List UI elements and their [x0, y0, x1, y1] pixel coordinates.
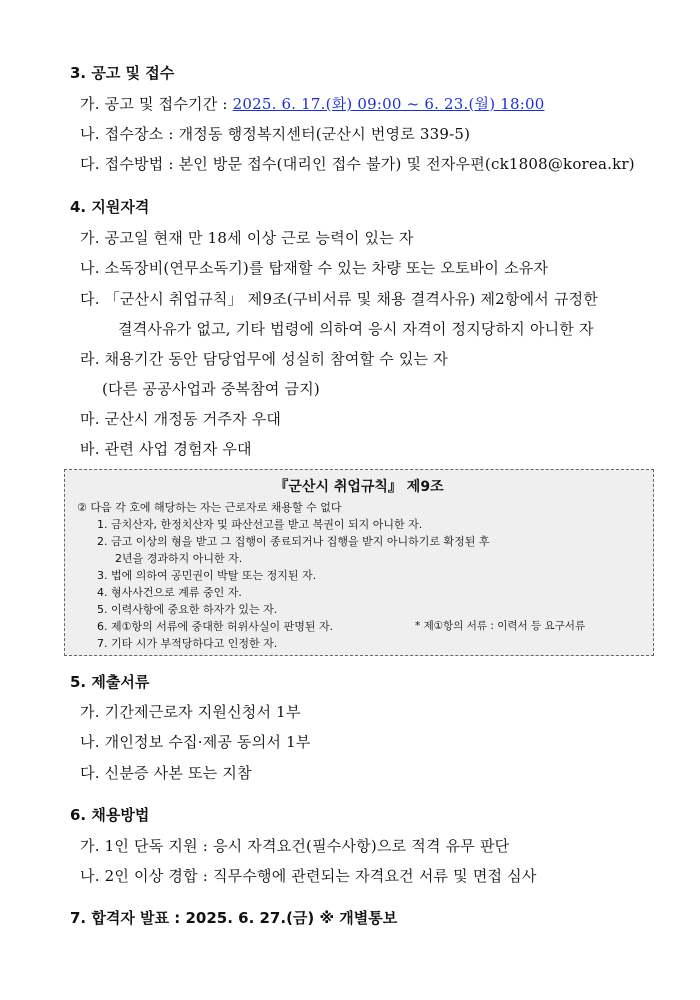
regulation-item-3: 3. 법에 의하여 공민권이 박탈 또는 정지된 자.: [97, 569, 317, 582]
s4-item-ra-line2: (다른 공공사업과 중복참여 금지): [102, 380, 320, 398]
regulation-item-1: 1. 금치산자, 한정치산자 및 파산선고를 받고 복권이 되지 아니한 자.: [97, 518, 423, 531]
s3-item-na: 나. 접수장소 : 개정동 행정복지센터(군산시 번영로 339-5): [80, 125, 471, 143]
regulation-item-4: 4. 형사사건으로 계류 중인 자.: [97, 586, 242, 599]
section-3-heading: 3. 공고 및 접수: [70, 64, 175, 82]
regulation-item-2: 2. 금고 이상의 형을 받고 그 집행이 종료되거나 집행을 받지 아니하기로 확정된 후: [97, 535, 490, 548]
s4-item-ba: 바. 관련 사업 경험자 우대: [80, 440, 252, 458]
s3-item-da: 다. 접수방법 : 본인 방문 접수(대리인 접수 불가) 및 전자우편(ck1808@korea.kr): [80, 155, 635, 173]
s6-item-na: 나. 2인 이상 경합 : 직무수행에 관련되는 자격요건 서류 및 면접 심사: [80, 867, 537, 885]
section-4-heading: 4. 지원자격: [70, 198, 150, 216]
regulation-item-7: 7. 기타 시가 부적당하다고 인정한 자.: [97, 637, 278, 650]
regulation-box: [64, 469, 654, 656]
s6-item-ga: 가. 1인 단독 지원 : 응시 자격요건(필수사항)으로 적격 유무 판단: [80, 837, 510, 855]
s3-ga-label: 가. 공고 및 접수기간 :: [80, 95, 233, 113]
s3-ga-period: 2025. 6. 17.(화) 09:00 ~ 6. 23.(월) 18:00: [232, 95, 545, 113]
section-5-heading: 5. 제출서류: [70, 673, 150, 691]
regulation-note: * 제①항의 서류 : 이력서 등 요구서류: [415, 620, 586, 632]
s4-item-ma: 마. 군산시 개정동 거주자 우대: [80, 410, 282, 428]
s5-item-na: 나. 개인정보 수집·제공 동의서 1부: [80, 733, 311, 751]
regulation-intro: ② 다음 각 호에 해당하는 자는 근로자로 채용할 수 없다: [77, 501, 342, 514]
regulation-item-5: 5. 이력사항에 중요한 하자가 있는 자.: [97, 603, 278, 616]
s5-item-ga: 가. 기간제근로자 지원신청서 1부: [80, 703, 301, 721]
regulation-box-title: 『군산시 취업규칙』 제9조: [274, 479, 444, 495]
s4-item-na: 나. 소독장비(연무소독기)를 탑재할 수 있는 차량 또는 오토바이 소유자: [80, 259, 549, 277]
regulation-item-2-cont: 2년을 경과하지 아니한 자.: [115, 552, 243, 565]
section-6-heading: 6. 채용방법: [70, 806, 150, 824]
s4-item-da-line2: 결격사유가 없고, 기타 법령에 의하여 응시 자격이 정지당하지 아니한 자: [118, 320, 594, 338]
regulation-item-6: 6. 제①항의 서류에 중대한 허위사실이 판명된 자.: [97, 620, 334, 633]
s4-item-ra-line1: 라. 채용기간 동안 담당업무에 성실히 참여할 수 있는 자: [80, 350, 448, 368]
s5-item-da: 다. 신분증 사본 또는 지참: [80, 764, 252, 782]
section-7-heading: 7. 합격자 발표 : 2025. 6. 27.(금) ※ 개별통보: [70, 909, 398, 927]
s4-item-da-line1: 다. 「군산시 취업규칙」 제9조(구비서류 및 채용 결격사유) 제2항에서 규정한: [80, 290, 599, 308]
s4-item-ga: 가. 공고일 현재 만 18세 이상 근로 능력이 있는 자: [80, 229, 414, 247]
s3-item-ga: [80, 93, 544, 114]
